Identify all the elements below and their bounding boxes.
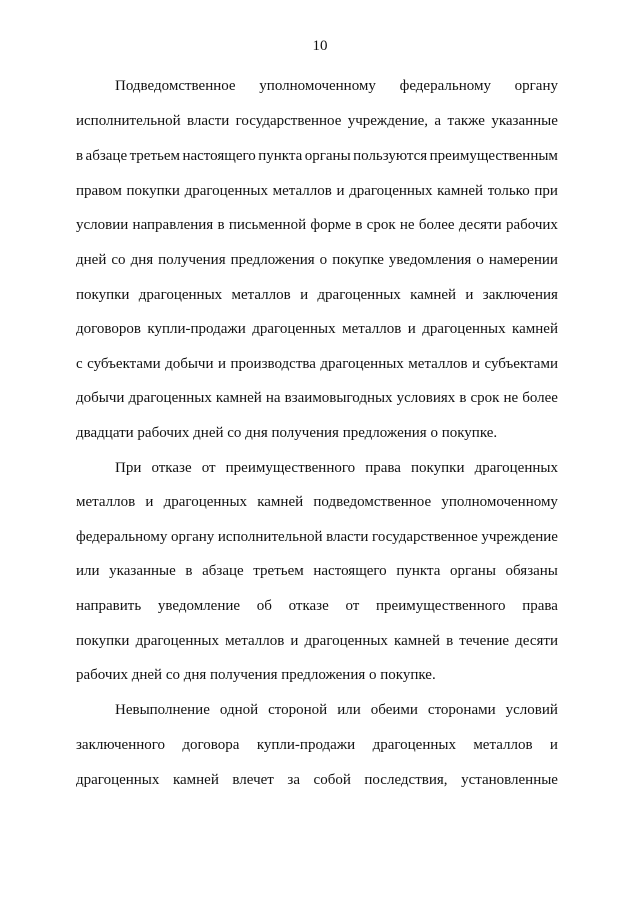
paragraph-1-line-11: двадцати рабочих дней со дня получения предложения о покупке. [76, 425, 498, 441]
paragraph-3-line-3: драгоценных камней влечет за собой последствия, установленные [76, 772, 558, 788]
paragraph-2-line-3: федеральному органу исполнительной власти государственное учреждение [76, 529, 558, 545]
paragraph-2-line-2: металлов и драгоценных камней подведомственное уполномоченному [76, 494, 558, 510]
paragraph-2-line-6: покупки драгоценных металлов и драгоценных камней в течение десяти [76, 633, 558, 649]
paragraph-1-line-9: с субъектами добычи и производства драгоценных металлов и субъектами [76, 356, 558, 372]
paragraph-1-line-10: добычи драгоценных камней на взаимовыгодных условиях в срок не более [76, 390, 558, 406]
paragraph-1-line-3: в абзаце третьем настоящего пункта органы пользуются преимущественным [76, 148, 558, 164]
paragraph-1-line-5: условии направления в письменной форме в срок не более десяти рабочих [76, 217, 558, 233]
paragraph-2-line-5: направить уведомление об отказе от преимущественного права [76, 598, 558, 614]
paragraph-1-line-7: покупки драгоценных металлов и драгоценных камней и заключения [76, 287, 558, 303]
paragraph-3-line-2: заключенного договора купли-продажи драгоценных металлов и [76, 737, 558, 753]
paragraph-1-line-1: Подведомственное уполномоченному федеральному органу [115, 78, 558, 94]
paragraph-1-line-6: дней со дня получения предложения о покупке уведомления о намерении [76, 252, 558, 268]
paragraph-1-line-8: договоров купли-продажи драгоценных металлов и драгоценных камней [76, 321, 558, 337]
paragraph-1-line-2: исполнительной власти государственное учреждение, а также указанные [76, 113, 558, 129]
paragraph-2-line-4: или указанные в абзаце третьем настоящего пункта органы обязаны [76, 563, 558, 579]
paragraph-1-line-4: правом покупки драгоценных металлов и драгоценных камней только при [76, 183, 558, 199]
paragraph-3-line-1: Невыполнение одной стороной или обеими сторонами условий [115, 702, 558, 718]
paragraph-2-line-7: рабочих дней со дня получения предложения о покупке. [76, 667, 436, 683]
page-number: 10 [312, 38, 328, 54]
paragraph-2-line-1: При отказе от преимущественного права покупки драгоценных [115, 460, 558, 476]
